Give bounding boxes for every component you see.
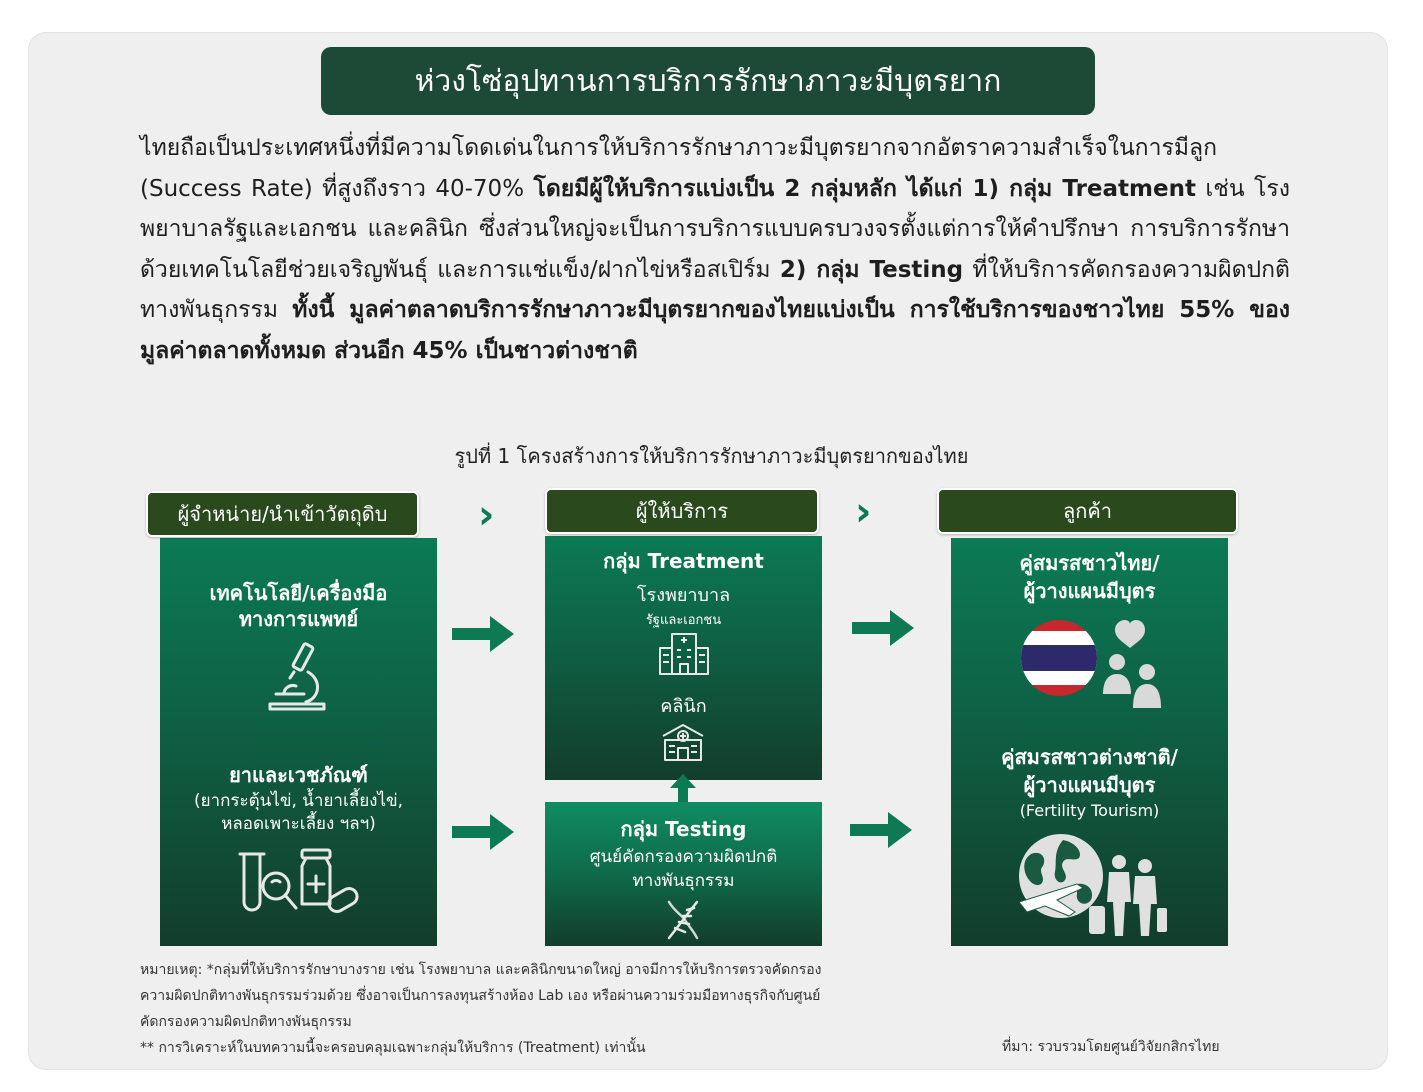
arrow-right-icon [450, 810, 516, 854]
customers-header [937, 488, 1238, 534]
customers-panel [951, 538, 1228, 946]
intro-bold-2: 2) กลุ่ม Testing [779, 256, 964, 283]
note-line4: ** การวิเคราะห์ในบทความนี้จะครอบคลุมเฉพาะกลุ่มให้บริการ (Treatment) เท่านั้น [140, 1040, 646, 1056]
testing-panel [545, 802, 822, 946]
hospital-label: โรงพยาบาล [636, 585, 731, 606]
thai-flag-icon [1019, 618, 1169, 714]
drug-title: ยาและเวชภัณฑ์ [229, 763, 368, 787]
providers-header [545, 488, 819, 534]
source-note: ที่มา: รวบรวมโดยศูนย์วิจัยกสิกรไทย [1002, 1039, 1220, 1055]
medicine-icon [236, 846, 360, 916]
treatment-panel [545, 536, 822, 780]
hospital-icon [657, 630, 711, 676]
intro-bold-3: ทั้งนี้ มูลค่าตลาดบริการรักษาภาวะมีบุตรยากของไทยแบ่งเป็น การใช้บริการของชาวไทย 55% ของมูลค่าตลาดทั้งหมด ส่วนอีก 45% เป็นชาวต่างชาติ [140, 297, 1290, 364]
chevron-right-icon: › [478, 492, 495, 538]
intro-text-2: เช่น โรงพยาบาลรัฐและเอกชน และคลินิก ซึ่งส่วนใหญ่จะเป็นการบริการแบบครบวงจรตั้งแต่การให้คำปรึกษา การบริการรักษาด้วยเทคโนโลยีช่วยเจริญพันธุ์ และการแช่แข็ง/ฝากไข่หรือสเปิร์ม [140, 175, 1290, 283]
foreign-customer-line2: ผู้วางแผนมีบุตร [1023, 773, 1156, 797]
globe-plane-icon [1017, 832, 1167, 938]
arrow-up-icon [668, 772, 698, 806]
note-line1: หมายเหตุ: *กลุ่มที่ให้บริการรักษาบางราย เช่น โรงพยาบาล และคลินิกขนาดใหญ่ อาจมีการให้บริการตรวจคัดกรอง [140, 962, 822, 978]
intro-text-1: ไทยถือเป็นประเทศหนึ่งที่มีความโดดเด่นในการให้บริการรักษาภาวะมีบุตรยากจากอัตราความสำเร็จในการมีลูก (Success Rate) ที่สูงถึงราว 40-70% [140, 135, 1218, 202]
intro-paragraph [140, 128, 1290, 371]
foreign-customer-line1: คู่สมรสชาวต่างชาติ/ [1001, 745, 1178, 769]
suppliers-header [146, 491, 419, 537]
tech-title-line2: ทางการแพทย์ [238, 607, 359, 631]
footnotes [140, 957, 1010, 1061]
testing-sub-line2: ทางพันธุกรรม [632, 871, 735, 891]
thai-customer-line2: ผู้วางแผนมีบุตร [1023, 579, 1156, 603]
drug-sub-line2: หลอดเพาะเลี้ยง ฯลฯ) [221, 814, 376, 834]
chevron-right-icon: › [855, 489, 872, 535]
treatment-title: กลุ่ม Treatment [603, 549, 764, 573]
fertility-tourism-label: (Fertility Tourism) [1019, 801, 1160, 820]
tech-title-line1: เทคโนโลยี/เครื่องมือ [209, 581, 388, 605]
providers-header-label: ผู้ให้บริการ [635, 499, 729, 523]
arrow-right-icon [850, 606, 916, 650]
intro-text-3: ที่ให้บริการคัดกรองความผิดปกติทางพันธุกรรม [140, 256, 1290, 323]
note-line2: ความผิดปกติทางพันธุกรรมร่วมด้วย ซึ่งอาจเป็นการลงทุนสร้างห้อง Lab เอง หรือผ่านความร่วมมือทางธุรกิจกับศูนย์ [140, 988, 821, 1004]
suppliers-header-label: ผู้จำหน่าย/นำเข้าวัตถุดิบ [177, 502, 388, 526]
title-text: ห่วงโซ่อุปทานการบริการรักษาภาวะมีบุตรยาก [414, 63, 1002, 99]
arrow-right-icon [848, 808, 914, 852]
suppliers-panel [160, 538, 437, 946]
couple-heart-icon [1103, 620, 1161, 708]
infographic-title [321, 47, 1095, 115]
arrow-right-icon [450, 612, 516, 656]
figure-caption: รูปที่ 1 โครงสร้างการให้บริการรักษาภาวะมีบุตรยากของไทย [454, 444, 969, 468]
microscope-icon [264, 638, 330, 712]
intro-bold-1: โดยมีผู้ให้บริการแบ่งเป็น 2 กลุ่มหลัก ได้แก่ 1) กลุ่ม Treatment [533, 175, 1196, 202]
note-line3: คัดกรองความผิดปกติทางพันธุกรรม [140, 1014, 352, 1030]
drug-sub-line1: (ยากระตุ้นไข่, น้ำยาเลี้ยงไข่, [193, 791, 404, 811]
thai-customer-line1: คู่สมรสชาวไทย/ [1019, 551, 1160, 575]
dna-icon [663, 898, 703, 942]
customers-header-label: ลูกค้า [1063, 499, 1112, 523]
testing-sub-line1: ศูนย์คัดกรองความผิดปกติ [589, 847, 778, 867]
testing-title: กลุ่ม Testing [620, 817, 747, 841]
clinic-icon [659, 722, 707, 762]
hospital-sub-label: รัฐและเอกชน [645, 613, 722, 628]
clinic-label: คลินิก [660, 696, 707, 717]
